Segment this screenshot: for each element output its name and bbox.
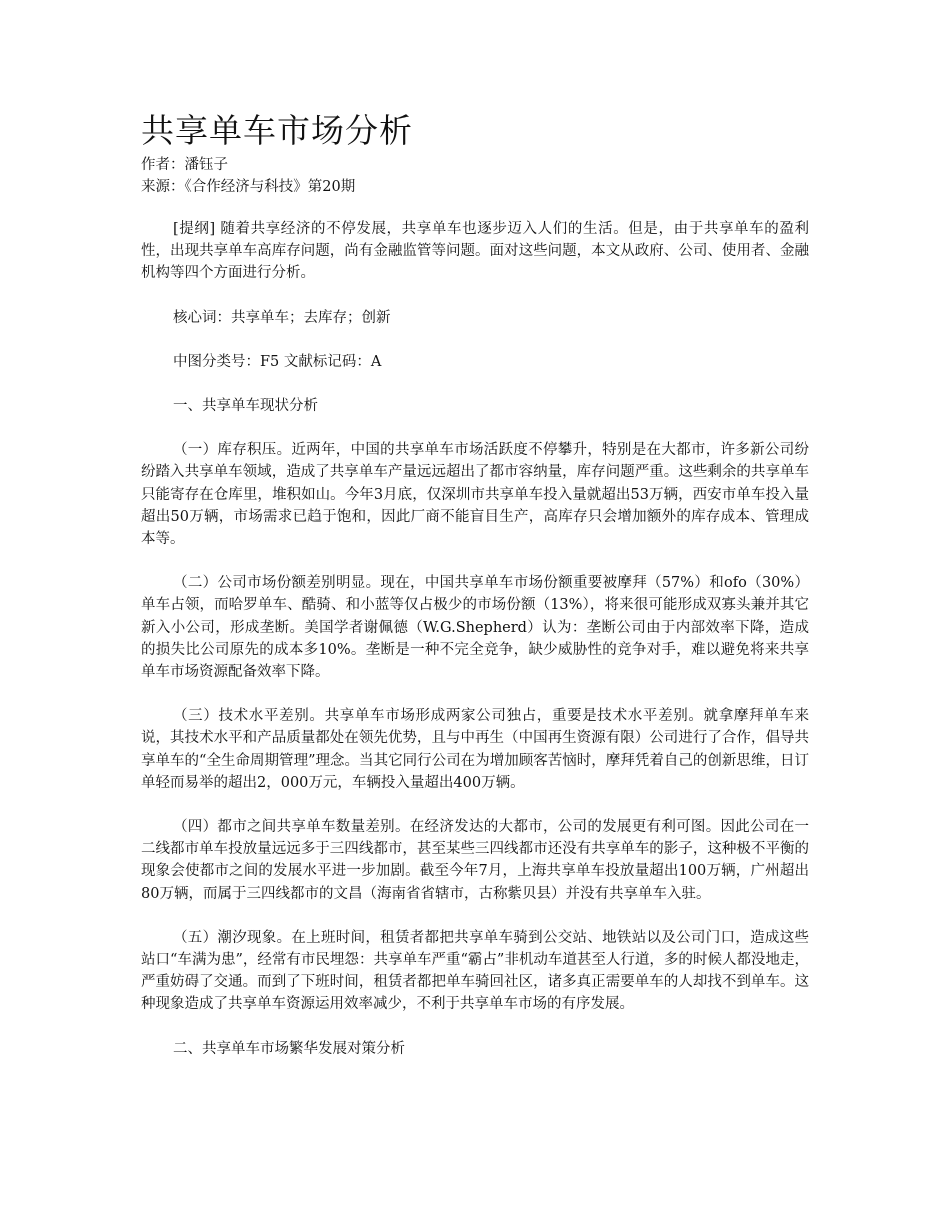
document-page: [141, 108, 809, 1060]
section-heading-1: 一、共享单车现状分析: [173, 398, 318, 415]
paragraph-market-share: （二）公司市场份额差别明显。现在，中国共享单车市场份额重要被摩拜（57%）和ofo（30%）单车占领，而哈罗单车、酷骑、和小蓝等仅占极少的市场份额（13%），将来很可能形成双寡头兼并其它新入小公司，形成垄断。美国学者谢佩德（W.G.Shepherd）认为：垄断公司由于内部效率下降，造成的损失比公司原先的成本多10%。垄断是一种不完全竞争，缺少威胁性的竞争对手，难以避免将来共享单车市场资源配备效率下降。: [141, 575, 809, 681]
author-line: 作者：潘钰子: [141, 157, 228, 173]
paragraph-city-difference: （四）都市之间共享单车数量差别。在经济发达的大都市，公司的发展更有利可图。因此公司在一二线都市单车投放量远远多于三四线都市，甚至某些三四线都市还没有共享单车的影子，这种极不平衡的现象会使都市之间的发展水平进一步加剧。截至今年7月，上海共享单车投放量超出100万辆，广州超出80万辆，而属于三四线都市的文昌（海南省省辖市，古称紫贝县）并没有共享单车入驻。: [141, 819, 809, 902]
classification-line: 中图分类号：F5 文献标记码：A: [173, 353, 382, 370]
paragraph-inventory: （一）库存积压。近两年，中国的共享单车市场活跃度不停攀升，特别是在大都市，许多新公司纷纷踏入共享单车领域，造成了共享单车产量远远超出了都市容纳量，库存问题严重。这些剩余的共享单车只能寄存在仓库里，堆积如山。今年3月底，仅深圳市共享单车投入量就超出53万辆，西安市单车投入量超出50万辆，市场需求已趋于饱和，因此厂商不能盲目生产，高库存只会增加额外的库存成本、管理成本等。: [141, 442, 809, 548]
abstract-paragraph: [提纲] 随着共享经济的不停发展，共享单车也逐步迈入人们的生活。但是，由于共享单车的盈利性，出现共享单车高库存问题，尚有金融监管等问题。面对这些问题，本文从政府、公司、使用者、金融机构等四个方面进行分析。: [141, 221, 809, 282]
section-heading-2: 二、共享单车市场繁华发展对策分析: [173, 1040, 405, 1057]
paragraph-tidal: （五）潮汐现象。在上班时间，租赁者都把共享单车骑到公交站、地铁站以及公司门口，造成这些站口“车满为患”，经常有市民埋怨：共享单车严重“霸占”非机动车道甚至人行道，多的时候人都没地走，严重妨碍了交通。而到了下班时间，租赁者都把单车骑回社区，诸多真正需要单车的人却找不到单车。这种现象造成了共享单车资源运用效率减少，不利于共享单车市场的有序发展。: [141, 929, 809, 1013]
source-line: 来源：《合作经济与科技》第20期: [141, 179, 356, 195]
paragraph-technology: （三）技术水平差别。共享单车市场形成两家公司独占，重要是技术水平差别。就拿摩拜单车来说，其技术水平和产品质量都处在领先优势，且与中再生（中国再生资源有限）公司进行了合作，倡导共享单车的“全生命周期管理”理念。当其它同行公司在为增加顾客苦恼时，摩拜凭着自己的创新思维，日订单轻而易举的超出2，000万元，车辆投入量超出400万辆。: [141, 708, 809, 791]
keywords-line: 核心词：共享单车；去库存；创新: [173, 309, 391, 326]
document-title: 共享单车市场分析: [141, 111, 413, 150]
